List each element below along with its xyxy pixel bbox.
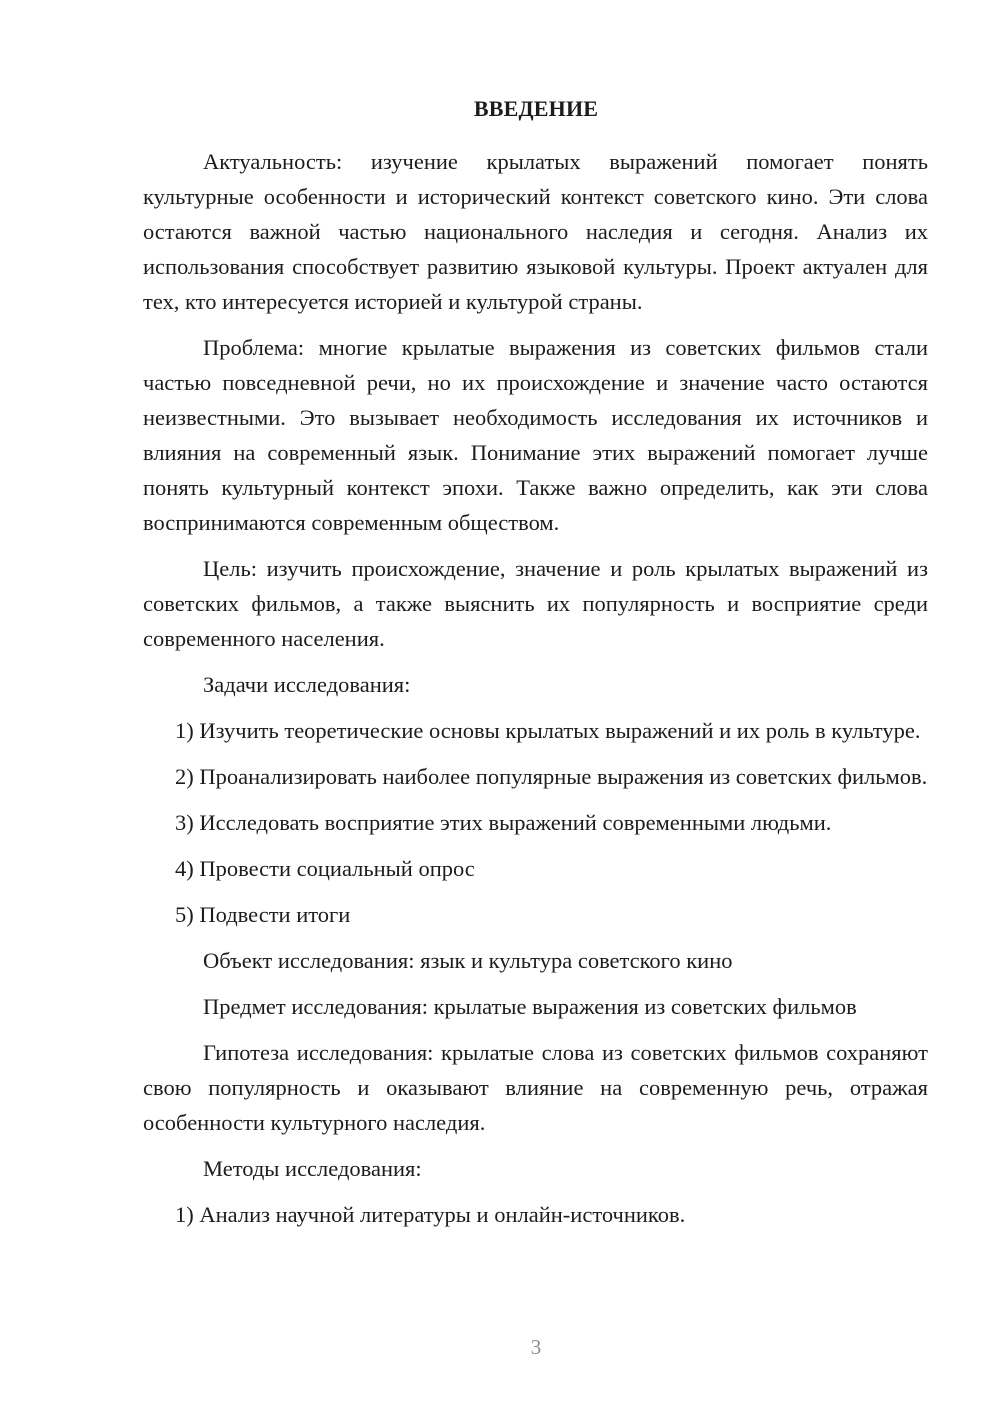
problem-paragraph: Проблема: многие крылатые выражения из советских фильмов стали частью повседневной речи, но их происхождение и значение часто остаются неизвестными. Это вызывает необходимость исследования их источников и влияния на современный язык. Понимание этих выражений помогает лучше понять культурный контекст эпохи. Также важно определить, как эти слова воспринимаются современным обществом.	[143, 335, 928, 535]
research-subject: Предмет исследования: крылатые выражения из советских фильмов	[203, 994, 857, 1019]
goal-paragraph: Цель: изучить происхождение, значение и роль крылатых выражений из советских фильмов, а также выяснить их популярность и восприятие среди современного населения.	[143, 556, 928, 651]
research-object: Объект исследования: язык и культура советского кино	[203, 948, 733, 973]
tasks-heading: Задачи исследования:	[203, 672, 411, 697]
task-item: 4) Провести социальный опрос	[175, 856, 475, 881]
hypothesis-paragraph: Гипотеза исследования: крылатые слова из советских фильмов сохраняют свою популярность и оказывают влияние на современную речь, отражая особенности культурного наследия.	[143, 1040, 928, 1135]
relevance-paragraph: Актуальность: изучение крылатых выражений помогает понять культурные особенности и исторический контекст советского кино. Эти слова остаются важной частью национального наследия и сегодня. Анализ их использования способствует развитию языковой культуры. Проект актуален для тех, кто интересуется историей и культурой страны.	[143, 149, 928, 314]
document-body	[143, 144, 928, 1243]
method-item: 1) Анализ научной литературы и онлайн-источников.	[175, 1202, 686, 1227]
page-number: 3	[530, 1335, 542, 1359]
page-title: ВВЕДЕНИЕ	[473, 96, 599, 121]
task-item: 5) Подвести итоги	[175, 902, 351, 927]
methods-heading: Методы исследования:	[203, 1156, 422, 1181]
task-item: 3) Исследовать восприятие этих выражений современными людьми.	[175, 810, 832, 835]
task-item: 2) Проанализировать наиболее популярные выражения из советских фильмов.	[175, 764, 928, 789]
task-item: 1) Изучить теоретические основы крылатых выражений и их роль в культуре.	[175, 718, 921, 743]
